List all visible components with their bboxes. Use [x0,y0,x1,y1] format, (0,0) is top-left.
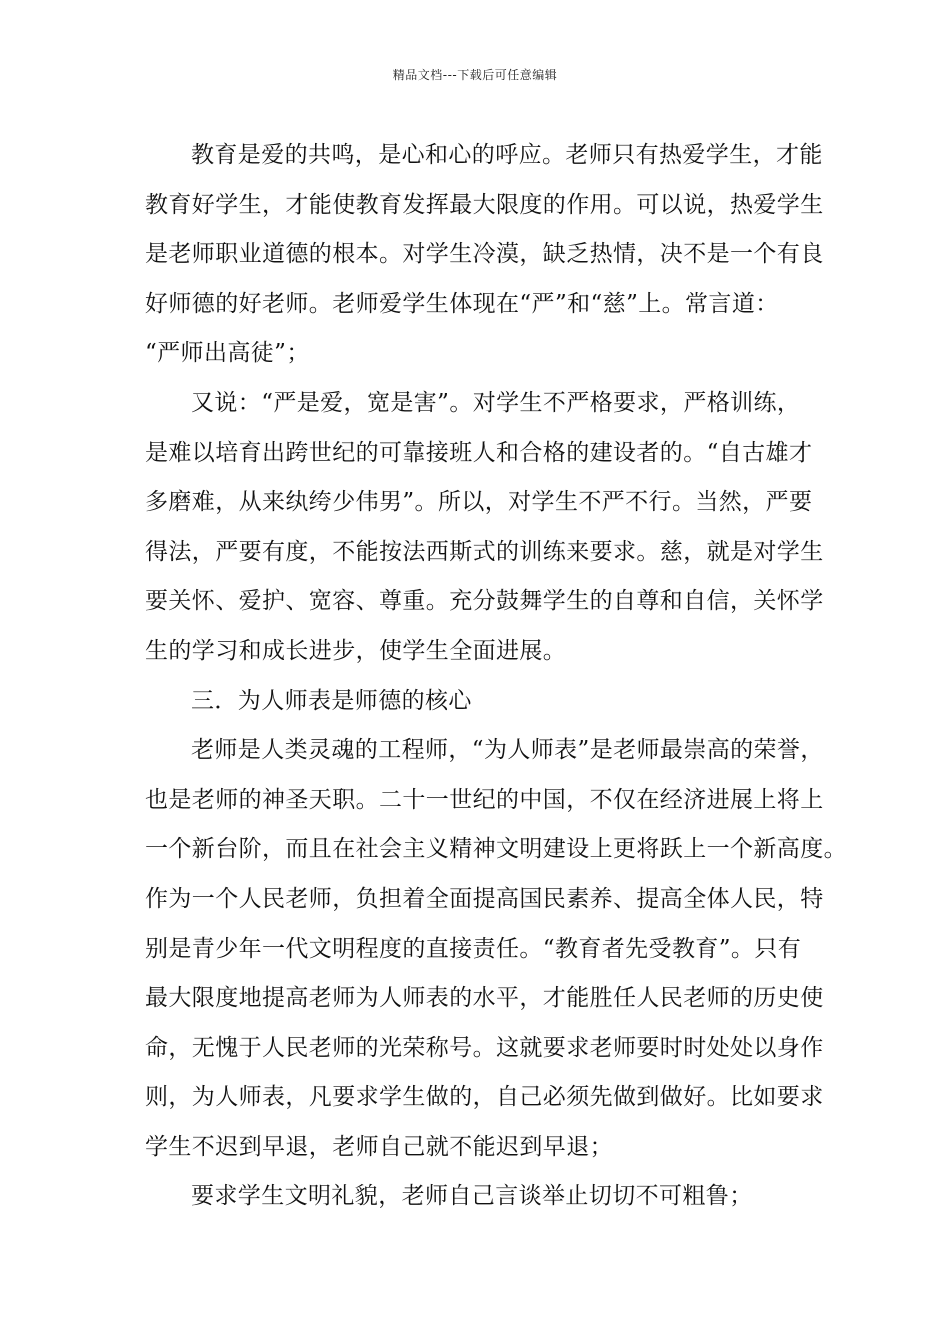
text-line: 最大限度地提高老师为人师表的水平，才能胜任人民老师的历史使 [145,985,824,1012]
paragraph [145,379,825,677]
text-line: 别是青少年一代文明程度的直接责任。“教育者先受教育”。只有 [145,935,802,962]
section-heading [145,677,825,727]
text-line: 要求学生文明礼貌，老师自己言谈举止切切不可粗鲁； [191,1183,753,1210]
text-line: 要关怀、爱护、宽容、尊重。充分鼓舞学生的自尊和自信，关怀学 [145,588,824,615]
text-line: 学生不迟到早退，老师自己就不能迟到早退； [145,1133,613,1160]
text-line: 是难以培育出跨世纪的可靠接班人和合格的建设者的。“自古雄才 [145,439,813,466]
text-line: 一个新台阶，而且在社会主义精神文明建设上更将跃上一个新高度。 [145,836,847,863]
text-line: 教育好学生，才能使教育发挥最大限度的作用。可以说，热爱学生 [145,191,824,218]
text-line: 也是老师的神圣天职。二十一世纪的中国，不仅在经济进展上将上 [145,786,824,813]
text-line: 又说：“严是爱，宽是害”。对学生不严格要求，严格训练， [191,389,801,416]
text-line: 是老师职业道德的根本。对学生冷漠，缺乏热情，决不是一个有良 [145,241,824,268]
text-line: 三．为人师表是师德的核心 [191,687,472,714]
paragraph [145,1172,825,1222]
text-line: “严师出高徒”； [145,340,310,367]
document-body [145,131,847,1222]
text-line: 命，无愧于人民老师的光荣称号。这就要求老师要时时处处以身作 [145,1034,824,1061]
page-header: 精品文档---下载后可任意编辑 [392,68,558,82]
text-line: 得法，严要有度，不能按法西斯式的训练来要求。慈，就是对学生 [145,538,824,565]
paragraph [145,131,825,379]
text-line: 教育是爱的共鸣，是心和心的呼应。老师只有热爱学生，才能 [191,142,823,168]
text-line: 多磨难，从来纨绔少伟男”。所以，对学生不严不行。当然，严要 [145,489,813,516]
text-line: 好师德的好老师。老师爱学生体现在“严”和“慈”上。常言道： [145,290,779,317]
text-line: 生的学习和成长进步，使学生全面进展。 [145,637,567,664]
paragraph [145,726,847,1172]
text-line: 作为一个人民老师，负担着全面提高国民素养、提高全体人民，特 [145,885,824,912]
text-line: 老师是人类灵魂的工程师，“为人师表”是老师最崇高的荣誉， [191,737,824,764]
text-line: 则，为人师表，凡要求学生做的，自己必须先做到做好。比如要求 [145,1084,824,1111]
